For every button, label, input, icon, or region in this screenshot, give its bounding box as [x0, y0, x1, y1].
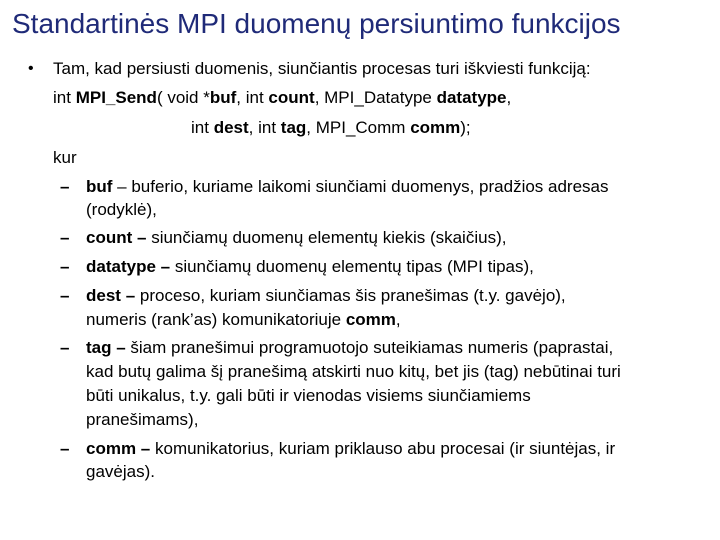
dash-marker: –	[60, 177, 70, 196]
param-desc: šiam pranešimui programuotojo suteikiamas numeris (paprastai,	[130, 338, 614, 357]
sig-text: , int	[248, 118, 281, 137]
param-tag-cont-1: kad butų galima šį pranešimą atskirti nuo kitų, bet jis (tag) nebūtinai turi	[86, 362, 621, 381]
param-buf	[86, 176, 609, 198]
param-tag-cont-3: pranešimams),	[86, 410, 199, 429]
kur-label: kur	[53, 148, 77, 167]
param-desc: proceso, kuriam siunčiamas šis pranešimas (t.y. gavėjo),	[139, 286, 566, 305]
param-name: datatype	[86, 257, 156, 276]
param-sep: –	[132, 228, 152, 247]
param-dest	[86, 285, 566, 307]
param-name: count	[86, 228, 133, 247]
dash-marker: –	[60, 286, 70, 305]
dash-marker: –	[60, 439, 70, 458]
param-dest-sig: dest	[213, 118, 249, 137]
dash-marker: –	[60, 257, 70, 276]
param-desc: komunikatorius, kuriam priklauso abu procesai (ir siuntėjas, ir	[154, 439, 616, 458]
param-desc: siunčiamų duomenų elementų kiekis (skaičius),	[151, 228, 507, 247]
param-comm-ref: comm	[345, 310, 396, 329]
param-sep: –	[155, 257, 175, 276]
signature-line-2	[191, 117, 471, 139]
sig-text: , MPI_Datatype	[314, 88, 437, 107]
param-datatype	[86, 256, 534, 278]
param-buf-sig: buf	[209, 88, 237, 107]
param-name: comm	[86, 439, 137, 458]
sig-text: ,	[506, 88, 512, 107]
param-count-sig: count	[268, 88, 315, 107]
intro-text: Tam, kad persiusti duomenis, siunčiantis procesas turi iškviesti funkciją:	[53, 59, 591, 78]
param-comm-sig: comm	[410, 118, 461, 137]
param-tag-cont-2: būti unikalus, t.y. gali būti ir vienodas visiems siunčiamiems	[86, 386, 531, 405]
param-datatype-sig: datatype	[436, 88, 507, 107]
dash-marker: –	[60, 228, 70, 247]
param-sep: –	[120, 286, 140, 305]
sig-text: , MPI_Comm	[306, 118, 411, 137]
sig-text: );	[460, 118, 471, 137]
sig-text: ( void *	[156, 88, 210, 107]
sig-text: , int	[236, 88, 269, 107]
sig-text: int	[53, 88, 76, 107]
param-name: buf	[86, 177, 113, 196]
dash-marker: –	[60, 338, 70, 357]
bullet-point: •	[28, 60, 34, 77]
param-desc: siunčiamų duomenų elementų tipas (MPI tipas),	[174, 257, 534, 276]
param-name: dest	[86, 286, 121, 305]
param-desc: numeris (rank’as) komunikatoriuje	[86, 310, 346, 329]
param-dest-cont	[86, 309, 401, 331]
signature-line-1	[53, 87, 511, 109]
param-sep: –	[112, 177, 132, 196]
param-name: tag	[86, 338, 112, 357]
function-name: MPI_Send	[75, 88, 157, 107]
param-count	[86, 227, 506, 249]
param-sep: –	[136, 439, 155, 458]
param-buf-cont: (rodyklė),	[86, 200, 157, 219]
param-sep: –	[111, 338, 131, 357]
param-tag-sig: tag	[280, 118, 307, 137]
param-desc: ,	[395, 310, 401, 329]
param-desc: buferio, kuriame laikomi siunčiami duomenys, pradžios adresas	[131, 177, 609, 196]
param-tag	[86, 337, 613, 359]
sig-text: int	[191, 118, 214, 137]
param-comm-cont: gavėjas).	[86, 462, 155, 481]
slide-title: Standartinės MPI duomenų persiuntimo funkcijos	[12, 8, 621, 39]
param-comm	[86, 438, 615, 460]
